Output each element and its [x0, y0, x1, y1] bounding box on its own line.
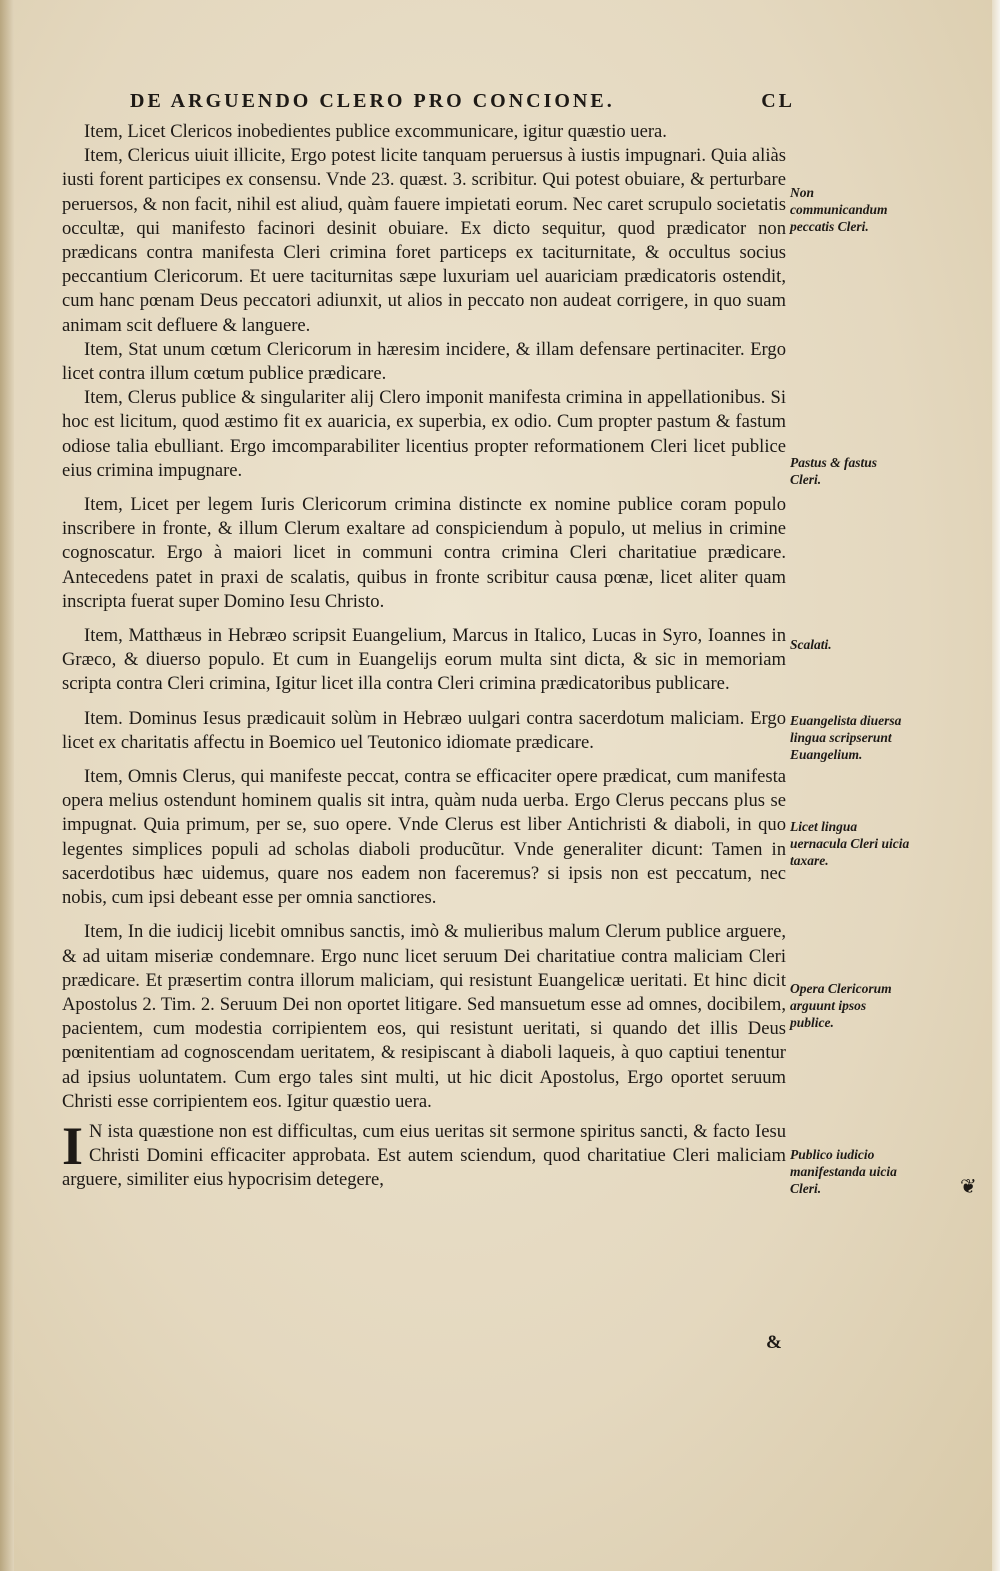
closing-paragraph	[62, 1115, 786, 1193]
main-text-block	[62, 120, 786, 1193]
marginal-note-1: Non communicandum peccatis Cleri.	[790, 185, 888, 234]
marginal-ornament: ❦	[960, 1176, 977, 1198]
marginal-note-3: Scalati.	[790, 637, 832, 652]
catchword: &	[766, 1332, 782, 1353]
paragraph-5: Item, Licet per legem Iuris Clericorum crimina distincte ex nomine publice coram populo inscribere in fronte, & illum Clerum exaltare ad conspiciendum à populo, ut melius in crimine cognoscatur. Ergo à maiori licet in communi contra crimina Cleri charitatiue prædicare. Antecedens patet in praxi de scalatis, quibus in fronte scribitur causa pœnæ, licet aliter quam inscripta fuerat super Domino Iesu Christo.	[62, 494, 786, 612]
paragraph-1: Item, Licet Clericos inobedientes publice excommunicare, igitur quæstio uera.	[84, 121, 667, 142]
marginal-note-6: Opera Clericorum arguunt ipsos publice.	[790, 981, 892, 1030]
page-gutter-shadow	[0, 0, 14, 1571]
marginal-note-2: Pastus & fastus Cleri.	[790, 455, 878, 487]
paragraph-4: Item, Clerus publice & singulariter alij Clero imponit manifesta crimina in appellationibus. Si hoc est licitum, quod æstimo fit ex auaricia, ex superbia, ex odio. Cum propter pastum & fastum odiose talia ebulliant. Ergo imcomparabiliter licentius propter reformationem Cleri licet publice eius crimina impugnare.	[62, 387, 786, 481]
paragraph-3: Item, Stat unum cœtum Clericorum in hæresim incidere, & illam defensare pertinaciter. Ergo licet contra illum cœtum publice prædicare.	[62, 338, 786, 385]
paragraph-6: Item, Matthæus in Hebræo scripsit Euangelium, Marcus in Italico, Lucas in Syro, Ioannes in Græco, & diuerso populo. Et cum in Euangelijs eorum multa sint dicta, & sic in memoriam scripta contra Cleri crimina, Igitur licet illa contra Cleri crimina prædicatoribus publicare.	[62, 625, 786, 695]
drop-capital: I	[62, 1115, 84, 1176]
paragraph-8: Item, Omnis Clerus, qui manifeste peccat, contra se efficaciter opere prædicat, cum manifesta opera melius ostendunt hominem qualis sit intra, quàm nuda uerba. Ergo Clerus peccans plus se impugnat. Quia primum, per se, suo opere. Vnde Clerus est liber Antichristi & diaboli, in quo legentes simplices populi ad scholas diaboli producũtur. Vnde generaliter dicunt: Tamen in sacerdotibus hæc uidemus, quare nos eadem non faceremus? si ipsis non est peccatum, nec nobis, cum ipsi debeant esse per omnia sanctiores.	[62, 766, 786, 909]
folio-number: CL	[761, 90, 795, 112]
marginal-note-4: Euangelista diuersa lingua scripserunt Euangelium.	[790, 713, 902, 762]
closing-text: N ista quæstione non est difficultas, cum eius ueritas sit sermone spiritus sancti, & facto Iesu Christi Domini efficaciter approbata. Est autem sciendum, quod charitatiue Cleri maliciam arguere, similiter eius hypocrisim detegere,	[62, 1120, 786, 1191]
marginal-note-7: Publico iudicio manifestanda uicia Cleri.	[790, 1147, 897, 1196]
running-head-title: DE ARGUENDO CLERO PRO CONCIONE.	[130, 90, 615, 112]
marginal-note-5: Licet lingua uernacula Cleri uicia taxare.	[790, 819, 910, 868]
paragraph-9: Item, In die iudicij licebit omnibus sanctis, imò & mulieribus malum Clerum publice arguere, & ad uitam miseriæ condemnare. Ergo nunc licet seruum Dei charitatiue contra maliciam Cleri prædicare. Et præsertim contra illorum maliciam, qui resistunt Euangelicæ ueritati. Et hinc dicit Apostolus 2. Tim. 2. Seruum Dei non oportet litigare. Sed mansuetum esse ad omnes, docibilem, pacientem, cum modestia corripientem eos, qui resistunt ueritati, si quando det illis Deus pœnitentiam ad cognoscendam ueritatem, & resipiscant à diaboli laqueis, à quo captiui tenentur ad ipsius uoluntatem. Cum ergo tales sint multi, ut hic dicit Apostolus, Ergo oportet seruum Christi esse corripientem eos. Igitur quæstio uera.	[62, 921, 786, 1112]
paragraph-2: Item, Clericus uiuit illicite, Ergo potest licite tanquam peruersus à iustis impugnari. Quia aliàs iusti forent participes ex consensu. Vnde 23. quæst. 3. scribitur. Qui potest obuiare, & perturbare peruersos, & non facit, nihil est aliud, quàm fauere impietati eorum. Nec caret scrupulo societatis occultæ, qui manifesto facinori desinit obuiare. Ex dicto sequitur, quod prædicator non prædicans contra manifesta Cleri crimina foret particeps ex taciturnitate, & occultus socius peccantium Clericorum. Et uere taciturnitas sæpe luxuriam uel auariciam prædicatoris ostendit, cum hanc pœnam Deus peccatori adiunxit, ut alios in peccato non audeat corrigere, in quo suam animam scit defluere & languere.	[62, 145, 786, 336]
paragraph-7: Item. Dominus Iesus prædicauit solùm in Hebræo uulgari contra sacerdotum maliciam. Ergo licet ex charitatis affectu in Boemico uel Teutonico idiomate prædicare.	[62, 707, 786, 753]
page-right-edge	[992, 0, 1000, 1571]
running-head	[130, 90, 795, 114]
